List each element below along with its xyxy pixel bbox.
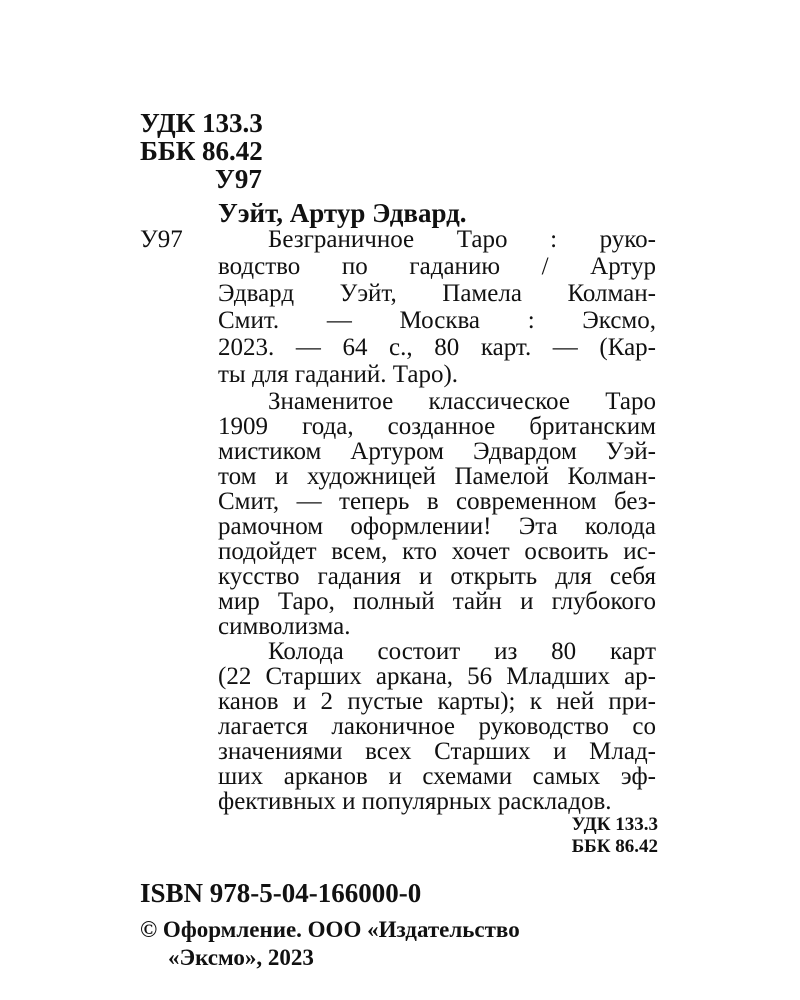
- annotation-udk: УДК 133.3: [571, 814, 658, 835]
- annotation-bbk: ББК 86.42: [571, 836, 658, 857]
- description-line: Эдвард Уэйт, Памела Колман-: [218, 280, 656, 307]
- udk-code: УДК 133.3: [140, 108, 263, 138]
- annotation-line: 1909 года, созданное британским: [218, 413, 656, 440]
- annotation-line: лагается лаконичное руководство со: [218, 713, 656, 740]
- author-sign: У97: [215, 164, 262, 194]
- annotation-line: значениями всех Старших и Млад-: [218, 738, 656, 765]
- description-line: ты для гаданий. Таро).: [218, 361, 459, 388]
- annotation-line: Колода состоит из 80 карт: [268, 638, 656, 665]
- annotation-line: ших арканов и схемами самых эф-: [218, 763, 656, 790]
- annotation-line: подойдет всем, кто хочет освоить ис-: [218, 538, 656, 565]
- isbn: ISBN 978-5-04-166000-0: [140, 878, 422, 908]
- annotation-line: фективных и популярных раскладов.: [218, 788, 612, 815]
- annotation-line: Знаменитое классическое Таро: [268, 388, 656, 415]
- author-heading: Уэйт, Артур Эдвард.: [218, 198, 467, 228]
- bbk-code: ББК 86.42: [140, 136, 263, 166]
- copyright-line: © Оформление. ООО «Издательство: [140, 917, 520, 942]
- copyright-line: «Эксмо», 2023: [168, 945, 314, 970]
- annotation-line: мистиком Артуром Эдвардом Уэй-: [218, 438, 656, 465]
- annotation-line: (22 Старших аркана, 56 Младших ар-: [218, 663, 656, 690]
- description-line: Безграничное Таро : руко-: [268, 226, 656, 253]
- annotation-line: мир Таро, полный тайн и глубокого: [218, 588, 656, 615]
- annotation-line: канов и 2 пустые карты); к ней при-: [218, 688, 656, 715]
- entry-sign: У97: [140, 226, 183, 253]
- description-line: Смит. — Москва : Эксмо,: [218, 307, 656, 334]
- description-line: водство по гаданию / Артур: [218, 253, 656, 280]
- annotation-line: кусство гадания и открыть для себя: [218, 563, 656, 590]
- annotation-line: рамочном оформлении! Эта колода: [218, 513, 656, 540]
- annotation-line: том и художницей Памелой Колман-: [218, 463, 656, 490]
- annotation-line: символизма.: [218, 613, 351, 640]
- description-line: 2023. — 64 с., 80 карт. — (Кар-: [218, 334, 656, 361]
- annotation-line: Смит, — теперь в современном без-: [218, 488, 656, 515]
